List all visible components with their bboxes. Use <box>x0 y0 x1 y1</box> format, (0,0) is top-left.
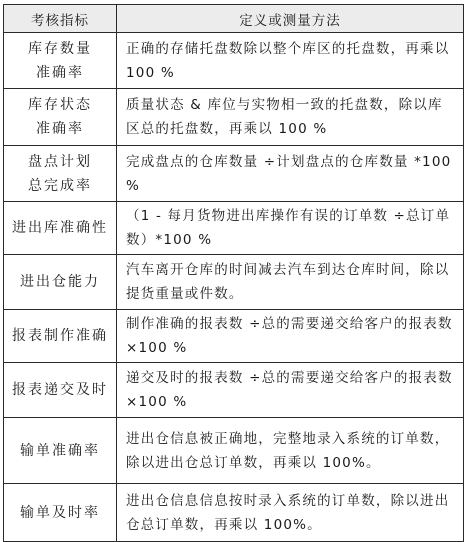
metric-name-line: 报表制作准确 <box>12 328 108 344</box>
table-row <box>4 310 464 363</box>
metric-name <box>4 363 117 418</box>
table-row <box>4 146 464 202</box>
metric-name <box>4 146 117 202</box>
metric-definition: 递交及时的报表数 ÷总的需要递交给客户的报表数 ×100 % <box>117 363 464 418</box>
header-metric: 考核指标 <box>4 5 117 33</box>
metric-definition: 汽车离开仓库的时间减去汽车到达仓库时间，除以提货重量或件数。 <box>117 255 464 310</box>
metric-definition: 正确的存储托盘数除以整个库区的托盘数，再乘以 100 % <box>117 33 464 89</box>
metric-definition: 质量状态 & 库位与实物相一致的托盘数，除以库区总的托盘数，再乘以 100 % <box>117 89 464 146</box>
metric-definition: 进出仓信息被正确地，完整地录入系统的订单数，除以进出仓总订单数，再乘以 100%。 <box>117 418 464 484</box>
metric-definition: 进出仓信息信息按时录入系统的订单数，除以进出仓总订单数，再乘以 100%。 <box>117 484 464 542</box>
metric-name-line: 库存状态 <box>28 97 92 113</box>
table-row <box>4 418 464 484</box>
table-row <box>4 33 464 89</box>
metric-name-line: 进出仓能力 <box>20 274 100 290</box>
metric-name <box>4 418 117 484</box>
metric-name <box>4 310 117 363</box>
metric-name-line: 总完成率 <box>28 177 92 194</box>
table-row <box>4 202 464 255</box>
metric-name <box>4 202 117 255</box>
metric-name-line: 输单及时率 <box>20 504 100 521</box>
metric-name-line: 进出库准确性 <box>12 220 108 236</box>
metric-name-line: 准确率 <box>36 121 84 137</box>
metric-definition: （1 - 每月货物进出库操作有误的订单数 ÷总订单数）*100 % <box>117 202 464 255</box>
metric-definition: 完成盘点的仓库数量 ÷计划盘点的仓库数量 *100 % <box>117 146 464 202</box>
metric-name-line: 库存数量 <box>28 40 92 57</box>
metric-name <box>4 484 117 542</box>
metric-name <box>4 255 117 310</box>
metric-name <box>4 33 117 89</box>
table-row <box>4 255 464 310</box>
kpi-definition-table <box>3 4 464 542</box>
table-row <box>4 89 464 146</box>
metric-name-line: 准确率 <box>36 64 84 81</box>
table-row <box>4 484 464 542</box>
metric-definition: 制作准确的报表数 ÷总的需要递交给客户的报表数 ×100 % <box>117 310 464 363</box>
metric-name <box>4 89 117 146</box>
header-row <box>4 5 464 33</box>
metric-name-line: 报表递交及时 <box>12 382 108 398</box>
metric-name-line: 盘点计划 <box>28 153 92 170</box>
header-definition: 定义或测量方法 <box>117 5 464 33</box>
table-row <box>4 363 464 418</box>
metric-name-line: 输单准确率 <box>20 442 100 459</box>
